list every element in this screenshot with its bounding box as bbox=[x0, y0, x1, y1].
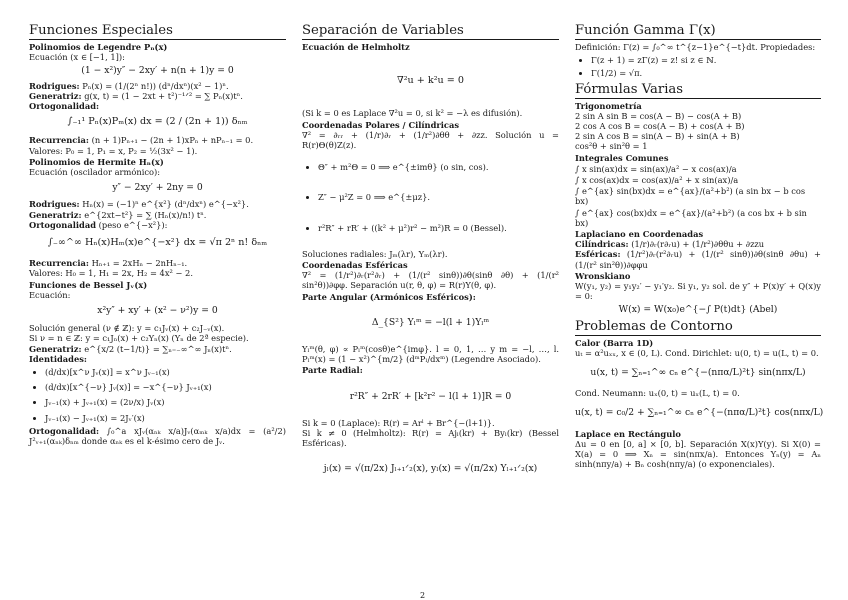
list-item: • r²R″ + rR′ + ((k² + μ²)r² − m²)R = 0 (Bessel). bbox=[318, 223, 559, 233]
column-separation-of-variables bbox=[302, 24, 559, 475]
hermite-generatriz: Generatriz: e^{2xt−t²} = ∑ (Hₙ(x)/n!) tⁿ. bbox=[29, 209, 207, 220]
radial-heading: Parte Radial: bbox=[302, 365, 363, 376]
laplace-rect-text: Δu = 0 en [0, a] × [0, b]. Separación X(x)Y(y). Si X(0) = X(a) = 0 ⟹ Xₙ = sin(nπx/a). Entonces Yₙ(y) = Aₙ sinh(nπy/a) + Bₙ cosh(nπy/a) (o exponenciales). bbox=[575, 438, 821, 470]
wronskian-text: W(y₁, y₂) = y₁y₂′ − y₁′y₂. Si y₁, y₂ sol. de y″ + P(x)y′ + Q(x)y = 0: bbox=[575, 281, 821, 302]
helmholtz-case: Si k ≠ 0 (Helmholtz): R(r) = Ajₗ(kr) + Byₗ(kr) (Bessel Esféricas). bbox=[302, 428, 559, 449]
integral-line: ∫ x sin(ax)dx = sin(ax)/a² − x cos(ax)/a bbox=[575, 163, 737, 174]
hermite-equation: y″ − 2xy′ + 2ny = 0 bbox=[112, 182, 203, 194]
legendre-equation: (1 − x²)y″ − 2xy′ + n(n + 1)y = 0 bbox=[81, 65, 234, 77]
hermite-heading: Polinomios de Hermite Hₙ(x) bbox=[29, 156, 164, 167]
trig-line: 2 cos A cos B = cos(A − B) + cos(A + B) bbox=[575, 121, 745, 132]
bessel-integer-solution: Si ν = n ∈ ℤ: y = c₁Jₙ(x) + c₂Yₙ(x) (Yₙ de 2ª especie). bbox=[29, 333, 249, 344]
section-title-formulas: Fórmulas Varias bbox=[575, 83, 821, 99]
trig-line: cos²θ + sin²θ = 1 bbox=[575, 141, 648, 152]
hermite-recurrence: Recurrencia: Hₙ₊₁ = 2xHₙ − 2nHₙ₋₁. bbox=[29, 258, 188, 269]
helmholtz-equation: ∇²u + k²u = 0 bbox=[397, 75, 464, 87]
integral-line: ∫ e^{ax} sin(bx)dx = e^{ax}/(a²+b²) (a sin bx − b cos bx) bbox=[575, 186, 806, 207]
list-item: • Z″ − μ²Z = 0 ⟹ e^{±μz}. bbox=[318, 192, 559, 202]
section-title-special-functions: Funciones Especiales bbox=[29, 24, 286, 40]
list-item: • Jᵥ₋₁(x) − Jᵥ₊₁(x) = 2Jᵥ′(x) bbox=[45, 413, 286, 423]
laplace-rect-heading: Laplace en Rectángulo bbox=[575, 428, 681, 439]
trig-line: 2 sin A cos B = sin(A − B) + sin(A + B) bbox=[575, 131, 740, 142]
bessel-generatriz: Generatriz: e^{x/2 (t−1/t)} = ∑ₙ₌₋∞^∞ Jₙ(x)tⁿ. bbox=[29, 343, 232, 354]
bessel-heading: Funciones de Bessel Jᵥ(x) bbox=[29, 279, 148, 290]
gamma-properties bbox=[575, 55, 821, 78]
legendre-values: Valores: P₀ = 1, P₁ = x, P₂ = ½(3x² − 1). bbox=[29, 145, 198, 156]
spherical-laplacian: ∇² = (1/r²)∂ᵣ(r²∂ᵣ) + (1/(r² sinθ))∂θ(sinθ ∂θ) + (1/(r² sin²θ))∂φφ. Separación u(r, θ, φ) = R(r)Y(θ, φ). bbox=[302, 270, 559, 291]
cylindrical-laplacian: Cilíndricas: (1/r)∂ᵣ(r∂ᵣu) + (1/r²)∂θθu + ∂zzu bbox=[575, 239, 765, 250]
wronskian-heading: Wronskiano bbox=[575, 270, 631, 281]
laplacian-heading: Laplaciano en Coordenadas bbox=[575, 229, 704, 240]
helmholtz-note: (Si k = 0 es Laplace ∇²u = 0, si k² = −λ es difusión). bbox=[302, 108, 523, 119]
abel-formula: W(x) = W(x₀)e^{−∫ P(t)dt} (Abel) bbox=[618, 304, 778, 316]
bessel-identities-list bbox=[29, 367, 286, 423]
list-item: • (d/dx)[x^{−ν} Jᵥ(x)] = −x^{−ν} Jᵥ₊₁(x) bbox=[45, 382, 286, 392]
section-title-gamma: Función Gamma Γ(x) bbox=[575, 24, 821, 40]
spherical-heading: Coordenadas Esféricas bbox=[302, 260, 408, 271]
angular-heading: Parte Angular (Armónicos Esféricos): bbox=[302, 291, 476, 302]
bessel-equation: x²y″ + xy′ + (x² − ν²)y = 0 bbox=[97, 305, 218, 317]
angular-note: Yₗᵐ(θ, φ) ∝ Pₗᵐ(cosθ)e^{imφ}. l = 0, 1, … y m = −l, …, l. Pₗᵐ(x) = (1 − x²)^{m/2} (dᵐPₗ/dxᵐ) (Legendre Asociado). bbox=[302, 344, 559, 365]
column-special-functions bbox=[29, 24, 286, 446]
trig-line: 2 sin A sin B = cos(A − B) − cos(A + B) bbox=[575, 110, 742, 121]
page-number: 2 bbox=[420, 591, 426, 600]
column-gamma-formulas-boundary bbox=[575, 23, 824, 470]
section-title-separation: Separación de Variables bbox=[302, 24, 559, 40]
heat-dirichlet-solution: u(x, t) = ∑ₙ₌₁^∞ cₙ e^{−(nπα/L)²t} sin(nπx/L) bbox=[590, 367, 806, 379]
radial-equation: r²R″ + 2rR′ + [k²r² − l(l + 1)]R = 0 bbox=[349, 390, 512, 402]
legendre-generatriz: Generatriz: g(x, t) = (1 − 2xt + t²)⁻¹ᐟ² = ∑ Pₙ(x)tⁿ. bbox=[29, 90, 243, 101]
angular-equation: Δ_{S²} Yₗᵐ = −l(l + 1)Yₗᵐ bbox=[371, 316, 490, 328]
heat-heading: Calor (Barra 1D) bbox=[575, 337, 654, 348]
bessel-identities-label: Identidades: bbox=[29, 353, 87, 364]
spherical-laplacian-formula: Esféricas: (1/r²)∂ᵣ(r²∂ᵣu) + (1/(r² sinθ))∂θ(sinθ ∂θu) + (1/(r² sin²θ))∂φφu bbox=[575, 249, 821, 270]
legendre-recurrence: Recurrencia: (n + 1)Pₙ₊₁ − (2n + 1)xPₙ + nPₙ₋₁ = 0. bbox=[29, 135, 254, 146]
bessel-eq-label: Ecuación: bbox=[29, 289, 71, 300]
helmholtz-heading: Ecuación de Helmholtz bbox=[302, 42, 410, 52]
neumann-text: Cond. Neumann: uₓ(0, t) = uₓ(L, t) = 0. bbox=[575, 388, 740, 399]
section-title-boundary: Problemas de Contorno bbox=[575, 320, 821, 336]
gamma-definition: Definición: Γ(z) = ∫₀^∞ t^{z−1}e^{−t}dt. Propiedades: bbox=[575, 42, 816, 52]
heat-neumann-solution: u(x, t) = c₀/2 + ∑ₙ₌₁^∞ cₙ e^{−(nπα/L)²t} cos(nπx/L) bbox=[575, 407, 824, 419]
list-item: • Jᵥ₋₁(x) + Jᵥ₊₁(x) = (2ν/x) Jᵥ(x) bbox=[45, 397, 286, 407]
hermite-eq-label: Ecuación (oscilador armónico): bbox=[29, 167, 161, 178]
radial-solutions: Soluciones radiales: Jₘ(λr), Yₘ(λr). bbox=[302, 248, 448, 259]
legendre-rodrigues: Rodrigues: Pₙ(x) = (1/(2ⁿ n!)) (dⁿ/dxⁿ)(x² − 1)ⁿ. bbox=[29, 80, 229, 91]
list-item: • Γ(1/2) = √π. bbox=[591, 68, 821, 78]
hermite-orto-label: Ortogonalidad (peso e^{−x²}): bbox=[29, 219, 168, 230]
heat-text: uₜ = α²uₓₓ, x ∈ (0, L). Cond. Dirichlet: u(0, t) = u(L, t) = 0. bbox=[575, 347, 819, 358]
list-item: • Θ″ + m²Θ = 0 ⟹ e^{±imθ} (o sin, cos). bbox=[318, 162, 559, 172]
polar-separated-equations bbox=[302, 162, 559, 233]
legendre-orthogonality-eq: ∫₋₁¹ Pₙ(x)Pₘ(x) dx = (2 / (2n + 1)) δₙₘ bbox=[67, 116, 248, 128]
hermite-rodrigues: Rodrigues: Hₙ(x) = (−1)ⁿ e^{x²} (dⁿ/dxⁿ) e^{−x²}. bbox=[29, 199, 249, 210]
trig-heading: Trigonometría bbox=[575, 100, 642, 111]
legendre-orto-label: Ortogonalidad: bbox=[29, 101, 100, 112]
laplace-case: Si k = 0 (Laplace): R(r) = Arˡ + Br^{−(l+1)}. bbox=[302, 417, 495, 428]
list-item: • Γ(z + 1) = zΓ(z) = z! si z ∈ ℕ. bbox=[591, 55, 821, 65]
integral-line: ∫ e^{ax} cos(bx)dx = e^{ax}/(a²+b²) (a cos bx + b sin bx) bbox=[575, 207, 807, 228]
bessel-orthogonality: Ortogonalidad: ∫₀^a xJᵥ(αₙₖ x/a)Jᵥ(αₘₖ x/a)dx = (a²/2) J²ᵥ₊₁(αₙₖ)δₙₘ donde αₙₖ es el k-ésimo cero de Jᵥ. bbox=[29, 425, 286, 447]
integrals-heading: Integrales Comunes bbox=[575, 152, 669, 163]
hermite-values: Valores: H₀ = 1, H₁ = 2x, H₂ = 4x² − 2. bbox=[29, 268, 193, 279]
polar-laplacian: ∇² = ∂ᵣᵣ + (1/r)∂ᵣ + (1/r²)∂θθ + ∂zz. Solución u = R(r)Θ(θ)Z(z). bbox=[302, 129, 559, 151]
bessel-general-solution: Solución general (ν ∉ ℤ): y = c₁Jᵥ(x) + c₂J₋ᵥ(x). bbox=[29, 323, 225, 334]
list-item: • (d/dx)[x^ν Jᵥ(x)] = x^ν Jᵥ₋₁(x) bbox=[45, 367, 286, 377]
legendre-eq-label: Ecuación (x ∈ [−1, 1]): bbox=[29, 52, 125, 63]
legendre-heading: Polinomios de Legendre Pₙ(x) bbox=[29, 42, 168, 52]
hermite-orthogonality-eq: ∫₋∞^∞ Hₙ(x)Hₘ(x)e^{−x²} dx = √π 2ⁿ n! δₙₘ bbox=[47, 237, 268, 249]
integral-line: ∫ x cos(ax)dx = cos(ax)/a² + x sin(ax)/a bbox=[575, 175, 739, 186]
polar-heading: Coordenadas Polares / Cilíndricas bbox=[302, 119, 459, 130]
spherical-bessel-equation: jₗ(x) = √(π/2x) Jₗ₊₁ᐟ₂(x), yₗ(x) = √(π/2x) Yₗ₊₁ᐟ₂(x) bbox=[323, 463, 538, 475]
